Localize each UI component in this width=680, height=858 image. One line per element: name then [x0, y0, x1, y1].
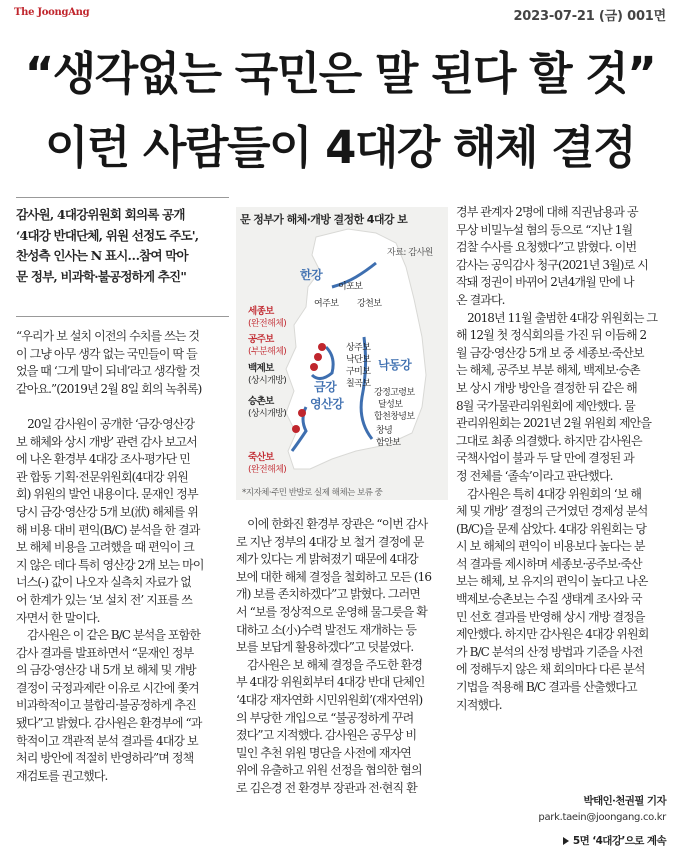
article-line: 검찰 수사를 요청했다”고 밝혔다. 이번	[456, 240, 637, 255]
article-line: 회) 위원의 발언 내용이다. 문재인 정부	[16, 487, 198, 502]
weir-status: (완전해체)	[248, 465, 287, 475]
river-label-han: 한강	[300, 268, 323, 282]
article-line: 관 합동 기획·전문위원회(4대강 위원	[16, 469, 188, 484]
river-label-geum: 금강	[314, 380, 337, 394]
weir-marker-seungchon	[298, 409, 306, 417]
weir-marker-sejong	[318, 343, 326, 351]
weir-label-haman: 함안보	[376, 438, 401, 448]
article-line: 그대로 최종 의결했다. 하지만 감사원은	[456, 433, 642, 448]
subhead-line: 문 정부, 비과학·불공정하게 추진"	[16, 268, 187, 284]
article-line: 밀인 추천 위원 명단을 사전에 재자연	[236, 745, 411, 760]
article-line: 자면서 한 말이다.	[16, 610, 100, 625]
article-line: 제안했다. 하지만 감사원은 4대강 위원회	[456, 627, 649, 642]
weir-marker-juksan	[292, 425, 300, 433]
article-column-3	[456, 204, 668, 714]
weir-label-nakdan: 낙단보	[346, 355, 371, 365]
article-line: 이에 한화진 환경부 장관은 “이번 감사	[236, 517, 428, 531]
article-line: 경부 관계자 2명에 대해 직권남용과 공	[456, 205, 638, 219]
graphic-source: 자료: 감사원	[387, 248, 433, 258]
subhead-rule	[16, 197, 229, 198]
article-line: 작돼 정권이 바뀌어 2년4개월 만에 나	[456, 275, 634, 290]
article-line: 보를 보답게 활용하겠다”고 덧붙였다.	[236, 640, 414, 655]
masthead-logo: The JoongAng	[14, 7, 90, 18]
weir-status: (부분해체)	[248, 347, 287, 357]
article-line: 보에 대한 해체 결정을 철회하고 모든 (16	[236, 569, 432, 584]
article-line: 민 선호 결과를 반영해 상시 개방 결정을	[456, 609, 645, 624]
article-line: 보 해체와 상시 개방’ 관련 감사 보고서	[16, 434, 197, 449]
article-line: 에 나온 환경부 4대강 조사·평가단 민	[16, 452, 190, 467]
article-line: 석 결과를 제시하며 세종보·공주보·죽산	[456, 556, 642, 571]
article-line: 는 해체, 공주보 부분 해체, 백제보·승촌	[456, 363, 640, 378]
article-line: 감사원은 이 같은 B/C 분석을 포함한	[16, 628, 201, 643]
weir-status: (완전해체)	[248, 319, 287, 329]
article-line: 대하고 소(小)수력 발전도 재개하는 등	[236, 622, 417, 637]
article-line: 비과학적이고 불합리·불공정하게 추진	[16, 698, 196, 713]
article-line	[16, 398, 229, 416]
article-line: 서 “보를 정상적으로 운영해 물그릇을 확	[236, 604, 427, 619]
subhead-rule-bottom	[16, 316, 229, 317]
article-line: 었을 때 ‘그게 말이 되네’라고 생각할 것	[16, 364, 200, 379]
article-line: 국책사업이 불과 두 달 만에 결정된 과	[456, 451, 634, 466]
article-line: 어 한계가 있는 ‘보 설치 전’ 지표를 쓰	[16, 592, 192, 607]
weir-label-chilgok: 칠곡보	[346, 379, 371, 389]
article-line: 월 금강·영산강 5개 보 중 세종보·죽산보	[456, 345, 644, 360]
weir-label-sangju: 상주보	[346, 343, 371, 353]
headline-line-1: “생각없는 국민은 말 된다 할 것”	[24, 47, 656, 100]
weir-status: (상시개방)	[248, 409, 287, 419]
weir-name: 공주보	[248, 334, 274, 345]
article-line: 같아요.”(2019년 2월 8일 회의 녹취록)	[16, 381, 202, 396]
subhead-line: ‘4대강 반대단체, 위원 선정도 주도',	[16, 227, 199, 243]
weir-label-hapcheon: 합천창녕보	[374, 412, 415, 422]
article-line: “우리가 보 설치 이전의 수치를 쓰는 것	[16, 329, 200, 343]
article-line: 2018년 11월 출범한 4대강 위원회는 그	[456, 310, 658, 325]
subhead-line: 감사원, 4대강위원회 회의록 공개	[16, 207, 185, 222]
article-line: 보 상시 개방 방안을 결정한 뒤 같은 해	[456, 380, 637, 395]
article-line: 이 그냥 아무 생각 없는 국민들이 딱 들	[16, 346, 197, 361]
weir-label-gangjeong: 강정고령보	[374, 388, 415, 398]
graphic-note: *지자체·주민 반발로 실제 해체는 보류 중	[242, 488, 383, 498]
weir-marker-baekje	[310, 363, 318, 371]
weir-label-changnyeong: 창녕	[376, 426, 393, 436]
article-line: 8월 국가물관리위원회에 제안했다. 물	[456, 398, 635, 413]
weir-label-sejong	[248, 306, 286, 330]
article-line: 됐다”고 밝혔다. 감사원은 환경부에 “과	[16, 716, 202, 731]
article-line: 당시 금강·영산강 5개 보(洑) 해체를 위	[16, 504, 198, 519]
article-line: 관리위원회는 2021년 2월 위원회 제안을	[456, 416, 652, 431]
weir-name: 승촌보	[248, 396, 274, 407]
article-line: 로 지난 정부의 4대강 보 철거 결정에 문	[236, 534, 424, 549]
weir-label-gangcheon: 강천보	[357, 299, 382, 309]
article-line: 에 정해두지 않은 채 회의마다 다른 분석	[456, 662, 645, 677]
weir-marker-gongju	[314, 353, 322, 361]
article-line: 의 부당한 개입으로 “불공정하게 꾸려	[236, 710, 414, 725]
article-line: 학적이고 객관적 분석 결과를 4대강 보	[16, 733, 198, 748]
article-column-2	[236, 516, 448, 798]
article-line: 지적했다.	[456, 697, 502, 712]
article-line: 졌다”고 지적했다. 감사원은 공무상 비	[236, 728, 417, 743]
weir-name: 세종보	[248, 306, 274, 317]
article-line: 부 4대강 위원회부터 4대강 반대 단체인	[236, 675, 425, 690]
article-line: 감사원은 보 해체 결정을 주도한 환경	[236, 657, 423, 672]
article-line: 결정이 국정과제란 이유로 시간에 쫓겨	[16, 680, 199, 695]
weir-label-gongju	[248, 334, 286, 358]
article-line: 보 해체 비용을 고려했을 때 편익이 크	[16, 540, 194, 555]
weir-label-ipo: 이포보	[338, 282, 363, 292]
article-line: 시 보 해체의 편익이 비용보다 높다는 분	[456, 539, 645, 554]
subhead	[16, 205, 226, 287]
article-line: 감사원은 특히 4대강 위원회의 ‘보 해	[456, 486, 642, 501]
article-line: 너스(-) 값이 나오자 실측치 자료가 없	[16, 575, 191, 590]
weir-label-juksan	[248, 452, 286, 476]
weir-name: 죽산보	[248, 452, 274, 463]
weir-label-baekje	[248, 363, 286, 387]
article-line: ‘4대강 재자연화 시민위원회’(재자연위)	[236, 692, 423, 707]
article-line: (B/C)을 문제 삼았다. 4대강 위원회는 당	[456, 521, 647, 536]
river-label-yeongsan: 영산강	[310, 397, 344, 411]
headline-line-2: 이런 사람들이 4대강 해체 결정	[44, 121, 636, 174]
article-line: 해 12월 첫 정식회의를 가진 뒤 이듬해 2	[456, 328, 647, 343]
article-line: 처리 방안에 적절히 반영하라”며 정책	[16, 751, 194, 766]
weir-label-yeoju: 여주보	[314, 299, 339, 309]
article-line: 로 김은경 전 환경부 장관과 전·현직 환	[236, 780, 417, 795]
river-label-nakdong: 낙동강	[378, 358, 412, 372]
article-line: 제가 있다는 게 밝혀졌기 때문에 4대강	[236, 552, 418, 567]
article-line: 백제보·승촌보는 수질 생태계 조사와 국	[456, 592, 642, 607]
article-column-1	[16, 328, 229, 785]
article-line: 기법을 적용해 B/C 결과를 산출했다고	[456, 680, 637, 695]
article-line: 의 금강·영산강 내 5개 보 해체 및 개방	[16, 663, 196, 678]
article-line: 체 및 개방’ 결정의 근거였던 경제성 분석	[456, 504, 648, 519]
weir-label-dalseong: 달성보	[378, 400, 403, 410]
article-line: 20일 감사원이 공개한 ‘금강·영산강	[16, 416, 195, 431]
article-line: 재검토를 권고했다.	[16, 768, 108, 783]
weir-label-seungchon	[248, 396, 286, 420]
article-line: 정 전체를 ‘졸속’이라고 판단했다.	[456, 468, 613, 483]
continued-on	[563, 833, 666, 848]
article-line: 보는 해체, 보 유지의 편익이 높다고 나온	[456, 574, 648, 589]
article-line: 감사는 공익감사 청구(2021년 3월)로 시	[456, 257, 648, 272]
article-line: 위에 유출하고 위원 선정을 협의한 혐의	[236, 763, 422, 778]
byline: 박태인·천권필 기자	[583, 795, 666, 807]
weir-status: (상시개방)	[248, 376, 287, 386]
continued-on-label: 5면 ‘4대강’으로 계속	[572, 835, 666, 847]
subhead-line: 찬성측 인사는 N 표시…참여 막아	[16, 248, 188, 263]
dateline: 2023-07-21 (금) 001면	[513, 9, 666, 24]
arrow-right-icon	[563, 837, 569, 845]
article-line: 해 비용 대비 편익(B/C) 분석을 한 결과	[16, 522, 200, 537]
article-line: 감사 결과를 발표하면서 “문재인 정부	[16, 645, 194, 660]
article-line: 무상 비밀누설 혐의 등으로 “지난 1월	[456, 222, 633, 237]
graphic-title: 문 정부가 해체·개방 결정한 4대강 보	[240, 213, 408, 226]
article-line: 지 않은 데다 특히 영산강 2개 보는 마이	[16, 557, 204, 572]
article-line: 온 결과다.	[456, 292, 505, 307]
weir-label-gumi: 구미보	[346, 367, 371, 377]
article-line: 가 B/C 분석의 산정 방법과 기준을 사전	[456, 644, 643, 659]
weir-name: 백제보	[248, 363, 274, 374]
reporter-email[interactable]: park.taein@joongang.co.kr	[538, 812, 666, 823]
article-line: 개) 보를 존치하겠다”고 밝혔다. 그러면	[236, 587, 420, 602]
